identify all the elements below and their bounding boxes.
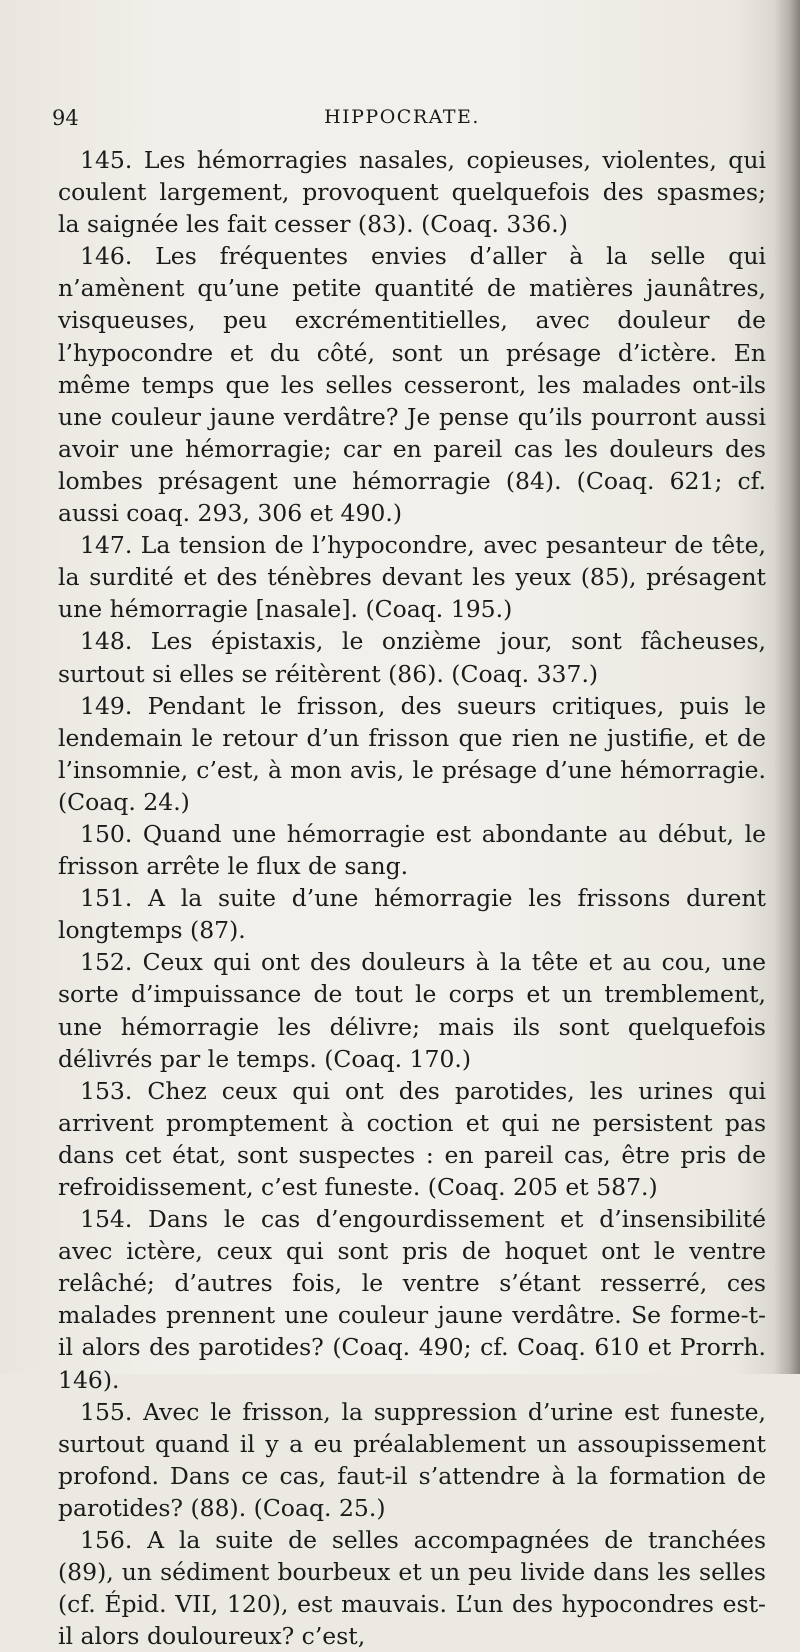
paragraph-155: 155. Avec le frisson, la suppression d’urine est funeste, surtout quand il y a eu préalablement un assoupissement profond. Dans ce cas, faut-il s’attendre à la formation de parotides? (88). (Coaq. 25.) — [58, 1397, 766, 1522]
body-text — [58, 144, 766, 1652]
paragraph-154: 154. Dans le cas d’engourdissement et d’insensibilité avec ictère, ceux qui sont pris de hoquet ont le ventre relâché; d’autres fois, le ventre s’étant resserré, ces malades prennent une couleur jaune verdâtre. Se forme-t-il alors des parotides? (Coaq. 490; cf. Coaq. 610 et Prorrh. 146). — [58, 1205, 766, 1394]
paragraph-150: 150. Quand une hémorragie est abondante au début, le frisson arrête le flux de sang. — [58, 819, 766, 881]
paragraph-146: 146. Les fréquentes envies d’aller à la selle qui n’amènent qu’une petite quantité de matières jaunâtres, visqueuses, peu excrémentitielles, avec douleur de l’hypocondre et du côté, sont un présage d’ictère. En même temps que les selles cesseront, les malades ont-ils une couleur jaune verdâtre? Je pense qu’ils pourront aussi avoir une hémorragie; car en pareil cas les douleurs des lombes présagent une hémorragie (84). (Coaq. 621; cf. aussi coaq. 293, 306 et 490.) — [58, 242, 766, 528]
paragraph-145: 145. Les hémorragies nasales, copieuses, violentes, qui coulent largement, provoquent quelquefois des spasmes; la saignée les fait cesser (83). (Coaq. 336.) — [58, 146, 766, 239]
page-number: 94 — [52, 106, 79, 130]
paragraph-152: 152. Ceux qui ont des douleurs à la tête et au cou, une sorte d’impuissance de tout le corps et un tremblement, une hémorragie les délivre; mais ils sont quelquefois délivrés par le temps. (Coaq. 170.) — [58, 948, 766, 1073]
paragraph-149: 149. Pendant le frisson, des sueurs critiques, puis le lendemain le retour d’un frisson que rien ne justifie, et de l’insomnie, c’est, à mon avis, le présage d’une hémorragie. (Coaq. 24.) — [58, 691, 766, 816]
paragraph-147: 147. La tension de l’hypocondre, avec pesanteur de tête, la surdité et des ténèbres devant les yeux (85), présagent une hémorragie [nasale]. (Coaq. 195.) — [58, 531, 766, 624]
page-header — [52, 106, 752, 136]
page-edge-shadow — [774, 0, 800, 1374]
paragraph-156: 156. A la suite de selles accompagnées de tranchées (89), un sédiment bourbeux et un peu livide dans les selles (cf. Épid. VII, 120), est mauvais. L’un des hypocondres est-il alors douloureux? c’est, — [58, 1526, 766, 1651]
paragraph-148: 148. Les épistaxis, le onzième jour, sont fâcheuses, surtout si elles se réitèrent (86). (Coaq. 337.) — [58, 627, 766, 688]
running-title: HIPPOCRATE. — [324, 106, 480, 128]
paragraph-151: 151. A la suite d’une hémorragie les frissons durent longtemps (87). — [58, 884, 766, 945]
paragraph-153: 153. Chez ceux qui ont des parotides, les urines qui arrivent promptement à coction et qui ne persistent pas dans cet état, sont suspectes : en pareil cas, être pris de refroidissement, c’est funeste. (Coaq. 205 et 587.) — [58, 1076, 766, 1201]
